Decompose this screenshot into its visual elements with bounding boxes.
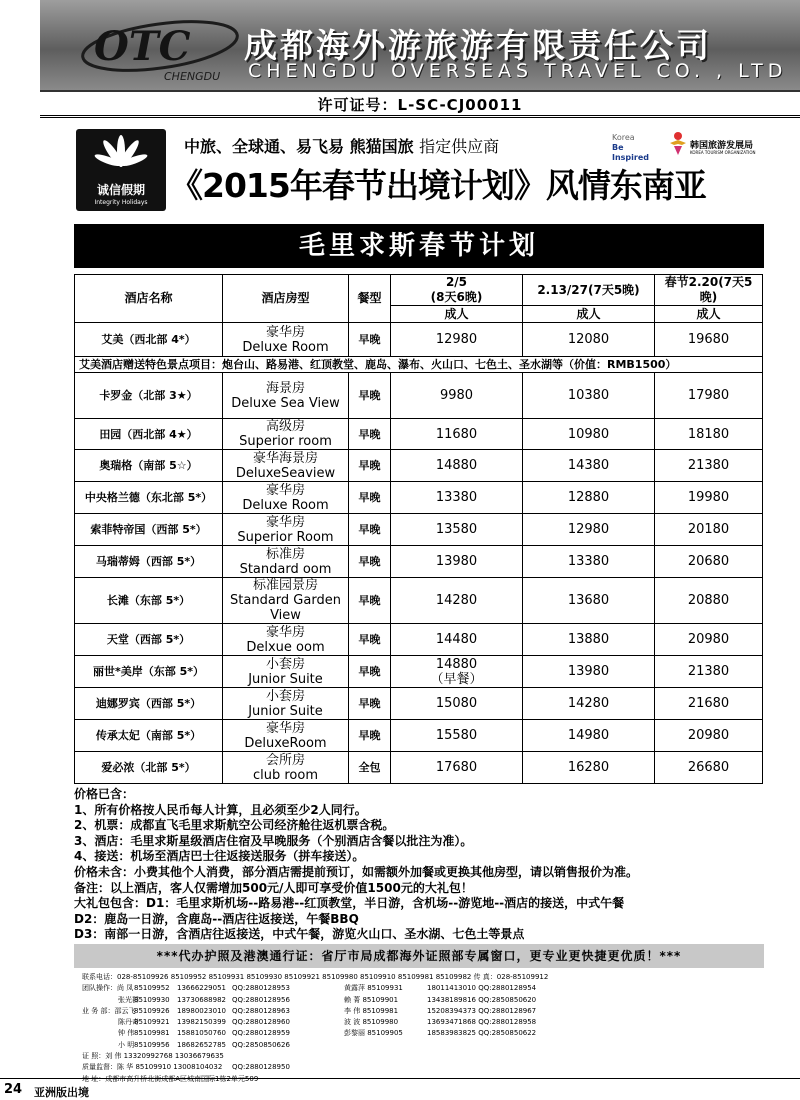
price-feb5-value: 9980 bbox=[439, 388, 474, 403]
contact-line bbox=[82, 1062, 762, 1073]
room-type-cn: 豪华房 bbox=[265, 514, 305, 530]
price-feb5-note: （早餐） bbox=[430, 671, 483, 687]
contact-field: 小 明 bbox=[118, 1040, 135, 1049]
price-feb13-27: 13980 bbox=[523, 656, 655, 688]
contact-line bbox=[82, 983, 762, 994]
table-row bbox=[75, 482, 763, 514]
contact-field: 85109952 bbox=[134, 984, 170, 993]
room-type bbox=[223, 419, 349, 450]
room-type-en: Superior room bbox=[239, 434, 332, 449]
room-type bbox=[223, 514, 349, 546]
price-feb5 bbox=[391, 720, 523, 752]
korea-label: Korea bbox=[612, 133, 635, 142]
meal-plan: 早晚 bbox=[349, 546, 391, 578]
table-row bbox=[75, 514, 763, 546]
plan-subtitle: 毛里求斯春节计划 bbox=[74, 224, 764, 268]
price-feb20: 19980 bbox=[655, 482, 763, 514]
header-adult: 成人 bbox=[523, 306, 655, 323]
price-feb20: 21680 bbox=[655, 688, 763, 720]
korea-be-inspired-logo bbox=[612, 133, 662, 163]
contact-field: 业 务 部：邵云飞 bbox=[82, 1006, 136, 1015]
contact-field: 85109921 bbox=[134, 1018, 170, 1027]
meal-plan: 早晚 bbox=[349, 482, 391, 514]
kto-name-en: KOREA TOURISM ORGANIZATION bbox=[690, 150, 756, 155]
header-adult: 成人 bbox=[391, 306, 523, 323]
room-type bbox=[223, 656, 349, 688]
room-type-cn: 小套房 bbox=[265, 656, 305, 672]
price-feb13-27: 14380 bbox=[523, 450, 655, 482]
contact-field: 钟 伟 bbox=[118, 1029, 135, 1038]
room-type-en: Standard Garden View bbox=[230, 593, 341, 623]
price-feb5-value: 15080 bbox=[435, 696, 478, 711]
price-feb13-27: 14980 bbox=[523, 720, 655, 752]
table-row bbox=[75, 656, 763, 688]
room-type bbox=[223, 450, 349, 482]
room-type bbox=[223, 546, 349, 578]
room-type bbox=[223, 323, 349, 357]
contact-field: 85109930 bbox=[134, 995, 170, 1004]
table-row bbox=[75, 688, 763, 720]
contact-field: QQ:2880128950 bbox=[232, 1063, 290, 1072]
price-table bbox=[74, 274, 763, 784]
contact-field: 李 伟 85109981 bbox=[344, 1006, 399, 1015]
table-row bbox=[75, 578, 763, 624]
contact-field: 85109981 bbox=[134, 1029, 170, 1038]
meal-plan: 早晚 bbox=[349, 419, 391, 450]
room-type-en: DeluxeSeaview bbox=[235, 465, 336, 481]
price-feb20: 19680 bbox=[655, 323, 763, 357]
price-feb13-27: 10380 bbox=[523, 373, 655, 419]
price-feb13-27: 10980 bbox=[523, 419, 655, 450]
price-feb5 bbox=[391, 482, 523, 514]
contact-field: 85109926 bbox=[134, 1006, 170, 1015]
price-feb5-value: 12980 bbox=[435, 332, 478, 347]
table-row bbox=[75, 323, 763, 357]
price-feb5-value: 17680 bbox=[435, 760, 478, 775]
logo-subtext: CHENGDU bbox=[164, 70, 221, 83]
hotel-name: 爱必浓（北部 5*） bbox=[75, 752, 223, 784]
price-feb13-27: 13680 bbox=[523, 578, 655, 624]
main-title: 《2015年春节出境计划》风情东南亚 bbox=[170, 166, 706, 205]
terms-line: 价格已含： bbox=[74, 787, 135, 801]
price-feb5-value: 13580 bbox=[435, 522, 478, 537]
meal-plan: 早晚 bbox=[349, 578, 391, 624]
room-type-cn: 豪华房 bbox=[265, 324, 305, 340]
room-type-cn: 会所房 bbox=[265, 752, 305, 768]
contact-field: 15208394373 QQ:2880128967 bbox=[427, 1006, 537, 1015]
room-type bbox=[223, 578, 349, 624]
hotel-name: 索菲特帝国（西部 5*） bbox=[75, 514, 223, 546]
price-feb5 bbox=[391, 656, 523, 688]
room-type bbox=[223, 373, 349, 419]
contact-field: 13666229051 bbox=[177, 984, 226, 993]
room-type-en: DeluxeRoom bbox=[244, 735, 327, 751]
company-banner bbox=[40, 0, 800, 92]
room-type bbox=[223, 688, 349, 720]
license-number: 许可证号：L-SC-CJ00011 bbox=[40, 92, 800, 118]
room-type bbox=[223, 752, 349, 784]
contact-field: 赖 菁 85109901 bbox=[344, 995, 399, 1004]
contact-line bbox=[82, 1006, 762, 1017]
passport-service-banner: ***代办护照及港澳通行证：省厅市局成都海外证照部专属窗口，更专业更快捷更优质！*** bbox=[74, 944, 764, 968]
footer-divider bbox=[0, 1078, 800, 1079]
room-type-en: Deluxe Sea View bbox=[231, 395, 340, 411]
supplier-line bbox=[184, 134, 499, 157]
price-feb5 bbox=[391, 752, 523, 784]
hotel-name: 长滩（东部 5*） bbox=[75, 578, 223, 624]
contact-field: QQ:2880128963 bbox=[232, 1006, 290, 1015]
meal-plan: 早晚 bbox=[349, 514, 391, 546]
contact-line bbox=[82, 995, 762, 1006]
price-feb13-27: 16280 bbox=[523, 752, 655, 784]
room-type-cn: 海景房 bbox=[265, 380, 305, 396]
hotel-name: 迪娜罗宾（西部 5*） bbox=[75, 688, 223, 720]
header-date-feb20: 春节2.20(7天5晚) bbox=[655, 275, 763, 306]
header-date-feb5-bottom: (8天6晚) bbox=[430, 290, 483, 304]
price-feb20: 26680 bbox=[655, 752, 763, 784]
room-type bbox=[223, 482, 349, 514]
price-feb5 bbox=[391, 419, 523, 450]
hotel-name: 卡罗金（北部 3★） bbox=[75, 373, 223, 419]
publication-name: 亚洲版出境 bbox=[34, 1086, 89, 1099]
contact-line bbox=[82, 972, 762, 983]
header-date-feb13-27: 2.13/27(7天5晚) bbox=[523, 275, 655, 306]
header-room-type: 酒店房型 bbox=[223, 275, 349, 323]
hotel-name: 艾美（西北部 4*） bbox=[75, 323, 223, 357]
meal-plan: 早晚 bbox=[349, 323, 391, 357]
brand-name-cn: 诚信假期 bbox=[96, 183, 145, 197]
terms-line: 备注：以上酒店，客人仅需增加500元/人即可享受价值1500元的大礼包！ bbox=[74, 880, 473, 895]
table-note-row bbox=[75, 357, 763, 373]
price-feb5-value: 11680 bbox=[435, 426, 478, 442]
table-row bbox=[75, 373, 763, 419]
palm-leaf-icon bbox=[76, 129, 166, 181]
room-type-en: Delxue oom bbox=[246, 639, 325, 655]
header-adult: 成人 bbox=[655, 306, 763, 323]
meal-plan: 早晚 bbox=[349, 373, 391, 419]
company-name-cn: 成都海外游旅游有限责任公司 bbox=[244, 26, 712, 65]
logo-text: OTC bbox=[94, 23, 191, 70]
contact-field: 13438189816 QQ:2850850620 bbox=[427, 995, 537, 1004]
room-type bbox=[223, 624, 349, 656]
contact-field: 陈丹奇 bbox=[118, 1018, 139, 1027]
room-type-en: Junior Suite bbox=[248, 703, 323, 719]
price-feb5-value: 13380 bbox=[435, 490, 478, 505]
complimentary-sights-note: 艾美酒店赠送特色景点项目：炮台山、路易港、红顶教堂、鹿岛、瀑布、火山口、七色土、圣水湖等（价值：RMB1500） bbox=[75, 357, 763, 373]
price-feb5 bbox=[391, 624, 523, 656]
contact-field: 13982150399 bbox=[177, 1018, 226, 1027]
price-feb20: 20680 bbox=[655, 546, 763, 578]
price-feb5 bbox=[391, 323, 523, 357]
room-type-cn: 高级房 bbox=[265, 419, 305, 434]
contact-field: 证 照：刘 伟 13320992768 13036679635 bbox=[82, 1052, 224, 1061]
price-feb5-value: 14280 bbox=[435, 593, 478, 608]
price-feb5-value: 14880 bbox=[435, 458, 478, 473]
price-feb20: 20980 bbox=[655, 720, 763, 752]
price-feb13-27: 12980 bbox=[523, 514, 655, 546]
contact-field: 13693471868 QQ:2880128958 bbox=[427, 1018, 537, 1027]
price-feb5 bbox=[391, 450, 523, 482]
header-date-feb5 bbox=[391, 275, 523, 306]
contact-line bbox=[82, 1074, 762, 1085]
table-row bbox=[75, 419, 763, 450]
integrity-holidays-logo bbox=[76, 129, 166, 211]
hotel-name: 天堂（西部 5*） bbox=[75, 624, 223, 656]
terms-line: 4、接送：机场至酒店巴士往返接送服务（拼车接送）。 bbox=[74, 849, 365, 864]
price-feb13-27: 12080 bbox=[523, 323, 655, 357]
table-row bbox=[75, 752, 763, 784]
room-type-en: Deluxe Room bbox=[242, 497, 329, 513]
price-feb13-27: 13380 bbox=[523, 546, 655, 578]
price-feb13-27: 13880 bbox=[523, 624, 655, 656]
room-type-cn: 豪华房 bbox=[265, 624, 305, 640]
contact-field: 13730688982 bbox=[177, 995, 226, 1004]
table-row bbox=[75, 720, 763, 752]
meal-plan: 早晚 bbox=[349, 656, 391, 688]
room-type-en: club room bbox=[252, 767, 318, 783]
hotel-name: 奥瑞格（南部 5☆） bbox=[75, 450, 223, 482]
room-type-en: Junior Suite bbox=[248, 671, 323, 687]
price-feb20: 21380 bbox=[655, 450, 763, 482]
price-feb5-value: 13980 bbox=[435, 554, 478, 569]
terms-line: 大礼包包含：D1：毛里求斯机场--路易港--红顶教堂，半日游，含机场--游览地--酒店的接送，中式午餐 bbox=[74, 896, 625, 911]
price-feb20: 20180 bbox=[655, 514, 763, 546]
kto-figure-icon bbox=[668, 131, 688, 157]
room-type-cn: 标准园景房 bbox=[252, 578, 318, 593]
terms-line: D2：鹿岛一日游，含鹿岛--酒店往返接送，午餐BBQ bbox=[74, 911, 359, 926]
price-feb20: 20880 bbox=[655, 578, 763, 624]
price-feb5-value: 14480 bbox=[435, 632, 478, 647]
supplier-list: 中旅、全球通、易飞易 熊猫国旅 bbox=[184, 137, 414, 156]
company-name-en: CHENGDU OVERSEAS TRAVEL CO. , LTD bbox=[248, 60, 788, 82]
header-hotel: 酒店名称 bbox=[75, 275, 223, 323]
contact-field: 黄露萍 85109931 bbox=[344, 984, 403, 993]
contact-field: 18011413010 QQ:2880128954 bbox=[427, 984, 537, 993]
contact-field: 张光群 bbox=[118, 995, 139, 1004]
room-type-cn: 豪华房 bbox=[265, 482, 305, 498]
contact-field: QQ:2880128959 bbox=[232, 1029, 290, 1038]
meal-plan: 早晚 bbox=[349, 720, 391, 752]
supplier-suffix: 指定供应商 bbox=[419, 137, 500, 156]
terms-line: 1、所有价格按人民币每人计算，且必须至少2人同行。 bbox=[74, 802, 367, 817]
otc-logo-icon bbox=[80, 10, 240, 84]
header-date-feb5-top: 2/5 bbox=[445, 275, 468, 289]
hotel-name: 马瑞蒂姆（西部 5*） bbox=[75, 546, 223, 578]
price-feb20: 17980 bbox=[655, 373, 763, 419]
room-type-cn: 标准房 bbox=[265, 546, 305, 562]
room-type-cn: 小套房 bbox=[265, 688, 305, 704]
price-feb13-27: 12880 bbox=[523, 482, 655, 514]
contact-field: 波 波 85109980 bbox=[344, 1018, 399, 1027]
price-feb20: 20980 bbox=[655, 624, 763, 656]
contact-field: QQ:2880128960 bbox=[232, 1018, 290, 1027]
contact-field: QQ:2880128953 bbox=[232, 984, 290, 993]
price-feb5 bbox=[391, 688, 523, 720]
contact-line bbox=[82, 1028, 762, 1039]
contact-field: 地 址：成都市高升桥北街成都A区城南国际1栋2单元509 bbox=[82, 1074, 259, 1083]
meal-plan: 早晚 bbox=[349, 688, 391, 720]
contact-field: 18980023010 bbox=[177, 1006, 226, 1015]
meal-plan: 早晚 bbox=[349, 450, 391, 482]
contact-field: 85109956 bbox=[134, 1040, 170, 1049]
terms-line: 3、酒店：毛里求斯星级酒店住宿及早晚服务（个别酒店含餐以批注为准）。 bbox=[74, 833, 473, 848]
price-feb20: 18180 bbox=[655, 419, 763, 450]
contact-line bbox=[82, 1051, 762, 1062]
meal-plan: 早晚 bbox=[349, 624, 391, 656]
contact-field: QQ:2880128956 bbox=[232, 995, 290, 1004]
be-inspired-label: Be Inspired bbox=[612, 143, 649, 162]
hotel-name: 中央格兰德（东北部 5*） bbox=[75, 482, 223, 514]
contact-field: 质量监督：陈 华 85109910 13008104032 bbox=[82, 1063, 223, 1072]
price-feb5-value: 14880 bbox=[435, 656, 478, 672]
hotel-name: 传承太妃（南部 5*） bbox=[75, 720, 223, 752]
price-feb13-27: 14280 bbox=[523, 688, 655, 720]
price-feb5-value: 15580 bbox=[435, 728, 478, 743]
hotel-name: 丽世*美岸（东部 5*） bbox=[75, 656, 223, 688]
hotel-name: 田园（西北部 4★） bbox=[75, 419, 223, 450]
contact-field: QQ:2850850626 bbox=[232, 1040, 290, 1049]
price-feb20: 21380 bbox=[655, 656, 763, 688]
price-feb5 bbox=[391, 546, 523, 578]
kto-name-cn: 韩国旅游发展局 bbox=[690, 141, 754, 151]
terms-line: D3：南部一日游，含酒店往返接送，中式午餐，游览火山口、圣水湖、七色土等景点 bbox=[74, 927, 525, 942]
room-type bbox=[223, 720, 349, 752]
room-type-en: Standard oom bbox=[239, 561, 332, 577]
contact-field: 联系电话：028-85109926 85109952 85109931 85109930 85109921 85109980 85109910 85109981 85109982 传 真：028-85109912 bbox=[82, 973, 549, 981]
contact-field: 15881050760 bbox=[177, 1029, 226, 1038]
table-row bbox=[75, 546, 763, 578]
price-feb5 bbox=[391, 578, 523, 624]
contact-field: 18682652785 bbox=[177, 1040, 226, 1049]
room-type-en: Deluxe Room bbox=[242, 339, 329, 355]
price-terms bbox=[74, 787, 774, 943]
terms-line: 2、机票：成都直飞毛里求斯航空公司经济舱往返机票含税。 bbox=[74, 818, 395, 833]
table-row bbox=[75, 450, 763, 482]
header-meal: 餐型 bbox=[349, 275, 391, 323]
room-type-en: Superior Room bbox=[237, 529, 334, 545]
terms-line: 价格未含：小费其他个人消费，部分酒店需提前预订，如需额外加餐或更换其他房型，请以销售报价为准。 bbox=[74, 864, 639, 879]
room-type-cn: 豪华房 bbox=[265, 720, 305, 736]
contact-line bbox=[82, 1017, 762, 1028]
price-feb5 bbox=[391, 514, 523, 546]
contact-line bbox=[82, 1040, 762, 1051]
contact-field: 彭黎丽 85109905 bbox=[344, 1029, 403, 1038]
room-type-cn: 豪华海景房 bbox=[252, 450, 318, 466]
contact-field: 团队操作：尚 凤 bbox=[82, 984, 134, 993]
brand-name-en: Integrity Holidays bbox=[94, 199, 148, 206]
price-feb5 bbox=[391, 373, 523, 419]
page-number: 24 bbox=[4, 1082, 23, 1097]
contact-directory bbox=[82, 972, 762, 1085]
table-row bbox=[75, 624, 763, 656]
contact-field: 18583983825 QQ:2850850622 bbox=[427, 1029, 537, 1038]
meal-plan: 全包 bbox=[349, 752, 391, 784]
